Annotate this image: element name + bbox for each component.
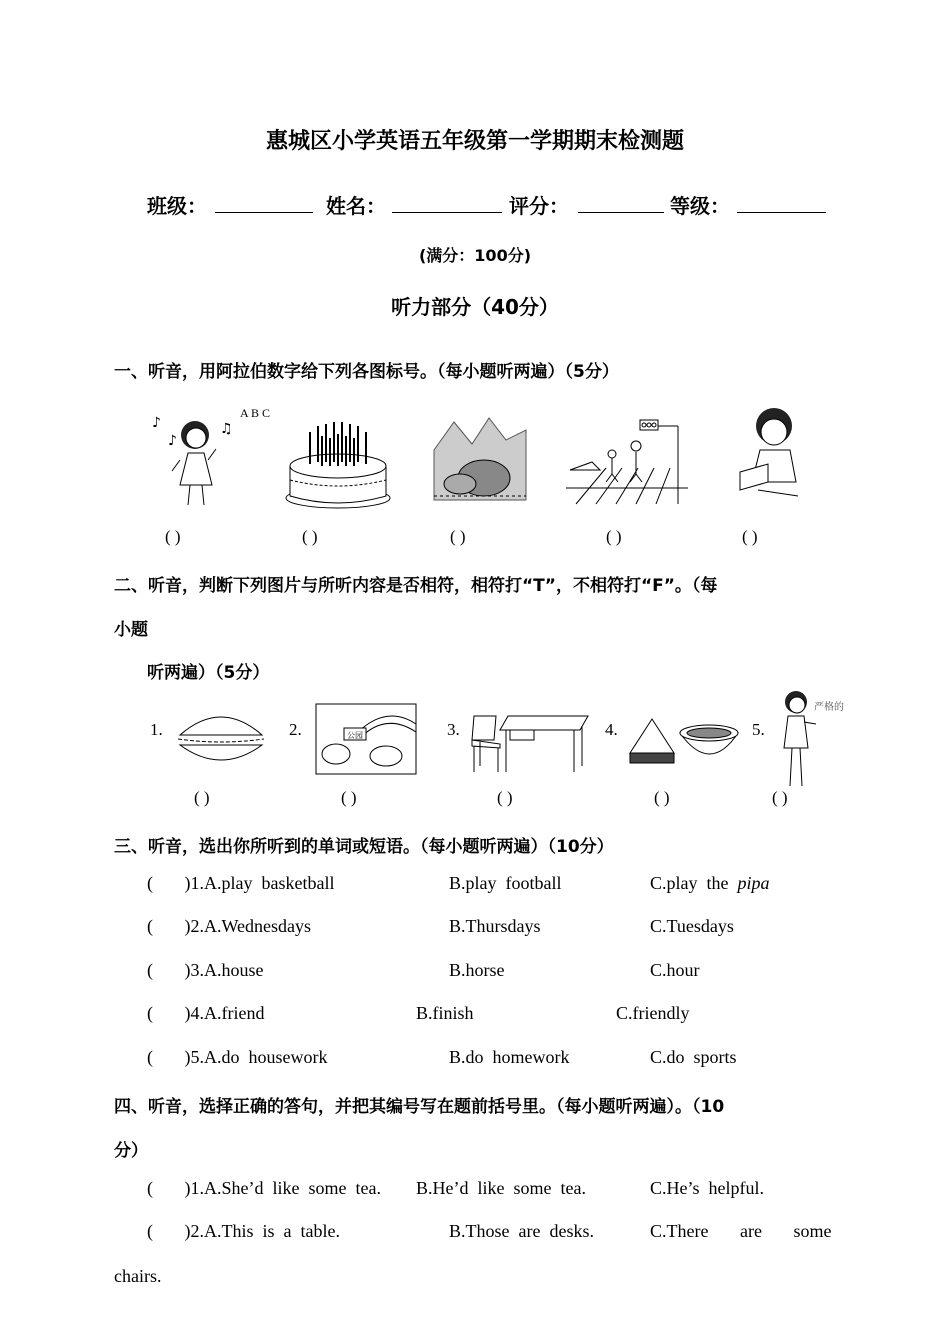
s1-answer-3[interactable]: ( ) xyxy=(450,527,466,546)
s3-q3-b: B.horse xyxy=(449,960,505,980)
page-title: 惠城区小学英语五年级第一学期期末检测题 xyxy=(265,129,684,154)
name-label: 姓名： xyxy=(326,194,386,218)
s2-num-1: 1. xyxy=(150,720,163,739)
s2-num-4: 4. xyxy=(605,720,618,739)
class-blank[interactable] xyxy=(215,212,313,213)
reading-girl-image xyxy=(738,404,806,504)
sandwich-soup-image xyxy=(628,713,740,771)
s2-answer-3[interactable]: ( ) xyxy=(497,788,513,807)
section4-heading: 四、听音，选择正确的答句，并把其编号写在题前括号里。（每小题听两遍）。（10 xyxy=(114,1097,725,1117)
hamburger-image xyxy=(176,705,266,767)
grade-blank[interactable] xyxy=(737,212,826,213)
singing-girl-image xyxy=(150,405,280,515)
s1-answer-4[interactable]: ( ) xyxy=(606,527,622,546)
birthday-cake-image xyxy=(284,418,392,510)
s2-answer-1[interactable]: ( ) xyxy=(194,788,210,807)
section2-heading: 二、听音，判断下列图片与所听内容是否相符，相符打“T”，不相符打“F”。（每 xyxy=(114,576,718,596)
s3-q4-a: ( )4.A.friend xyxy=(147,1003,265,1023)
s4-q1-a: ( )1.A.She’d like some tea. xyxy=(147,1178,381,1198)
s4-q2-wrap: chairs. xyxy=(114,1266,162,1286)
full-score: (满分：100分) xyxy=(418,246,532,265)
s2-answer-2[interactable]: ( ) xyxy=(341,788,357,807)
section1-heading: 一、听音，用阿拉伯数字给下列各图标号。（每小题听两遍）（5分） xyxy=(114,362,619,382)
svg-text:♪: ♪ xyxy=(168,433,177,449)
traffic-crossing-image xyxy=(566,418,688,504)
s4-q2-a: ( )2.A.This is a table. xyxy=(147,1221,340,1241)
strict-text: 严格的 xyxy=(814,702,844,713)
s3-q1-a: ( )1.A.play basketball xyxy=(147,873,335,893)
s2-num-2: 2. xyxy=(289,720,302,739)
section2-heading-cont: 小题 xyxy=(114,620,148,640)
s3-q2-a: ( )2.A.Wednesdays xyxy=(147,916,312,936)
grade-label: 等级： xyxy=(670,194,730,218)
s2-num-3: 3. xyxy=(447,720,460,739)
s4-q1-c: C.He’s helpful. xyxy=(650,1178,764,1198)
park-image xyxy=(316,704,416,774)
strict-teacher-image xyxy=(776,688,852,788)
s3-q4-c: C.friendly xyxy=(616,1003,690,1023)
class-label: 班级： xyxy=(147,194,207,218)
s3-q2-c: C.Tuesdays xyxy=(650,916,734,936)
score-blank[interactable] xyxy=(578,212,664,213)
name-blank[interactable] xyxy=(392,212,502,213)
park-sign-text: 公园 xyxy=(347,731,363,740)
s1-answer-5[interactable]: ( ) xyxy=(742,527,758,546)
s3-q3-c: C.hour xyxy=(650,960,700,980)
s1-answer-2[interactable]: ( ) xyxy=(302,527,318,546)
s3-q1-c: C.play the pipa xyxy=(650,873,770,893)
section3-heading: 三、听音，选出你所听到的单词或短语。（每小题听两遍）（10分） xyxy=(114,837,614,857)
s4-q1-b: B.He’d like some tea. xyxy=(416,1178,586,1198)
mountain-rocks-image xyxy=(434,410,526,500)
s3-q3-a: ( )3.A.house xyxy=(147,960,264,980)
s4-q2-c: C.There are some xyxy=(650,1221,832,1241)
s2-answer-4[interactable]: ( ) xyxy=(654,788,670,807)
listening-part-title: 听力部分（40分） xyxy=(391,295,559,319)
svg-text:♪: ♪ xyxy=(152,415,161,431)
abc-text: A B C xyxy=(240,406,271,420)
s4-q2-b: B.Those are desks. xyxy=(449,1221,594,1241)
section4-heading-cont: 分） xyxy=(114,1141,148,1161)
s3-q1-b: B.play football xyxy=(449,873,562,893)
desk-chair-image xyxy=(470,706,590,774)
s3-q4-b: B.finish xyxy=(416,1003,474,1023)
s1-answer-1[interactable]: ( ) xyxy=(165,527,181,546)
s2-answer-5[interactable]: ( ) xyxy=(772,788,788,807)
s3-q5-a: ( )5.A.do housework xyxy=(147,1047,328,1067)
section2-heading-cont2: 听两遍）（5分） xyxy=(147,663,270,683)
svg-text:♫: ♫ xyxy=(220,421,233,437)
s3-q2-b: B.Thursdays xyxy=(449,916,541,936)
s3-q5-b: B.do homework xyxy=(449,1047,570,1067)
score-label: 评分： xyxy=(509,194,569,218)
s2-num-5: 5. xyxy=(752,720,765,739)
s3-q5-c: C.do sports xyxy=(650,1047,737,1067)
